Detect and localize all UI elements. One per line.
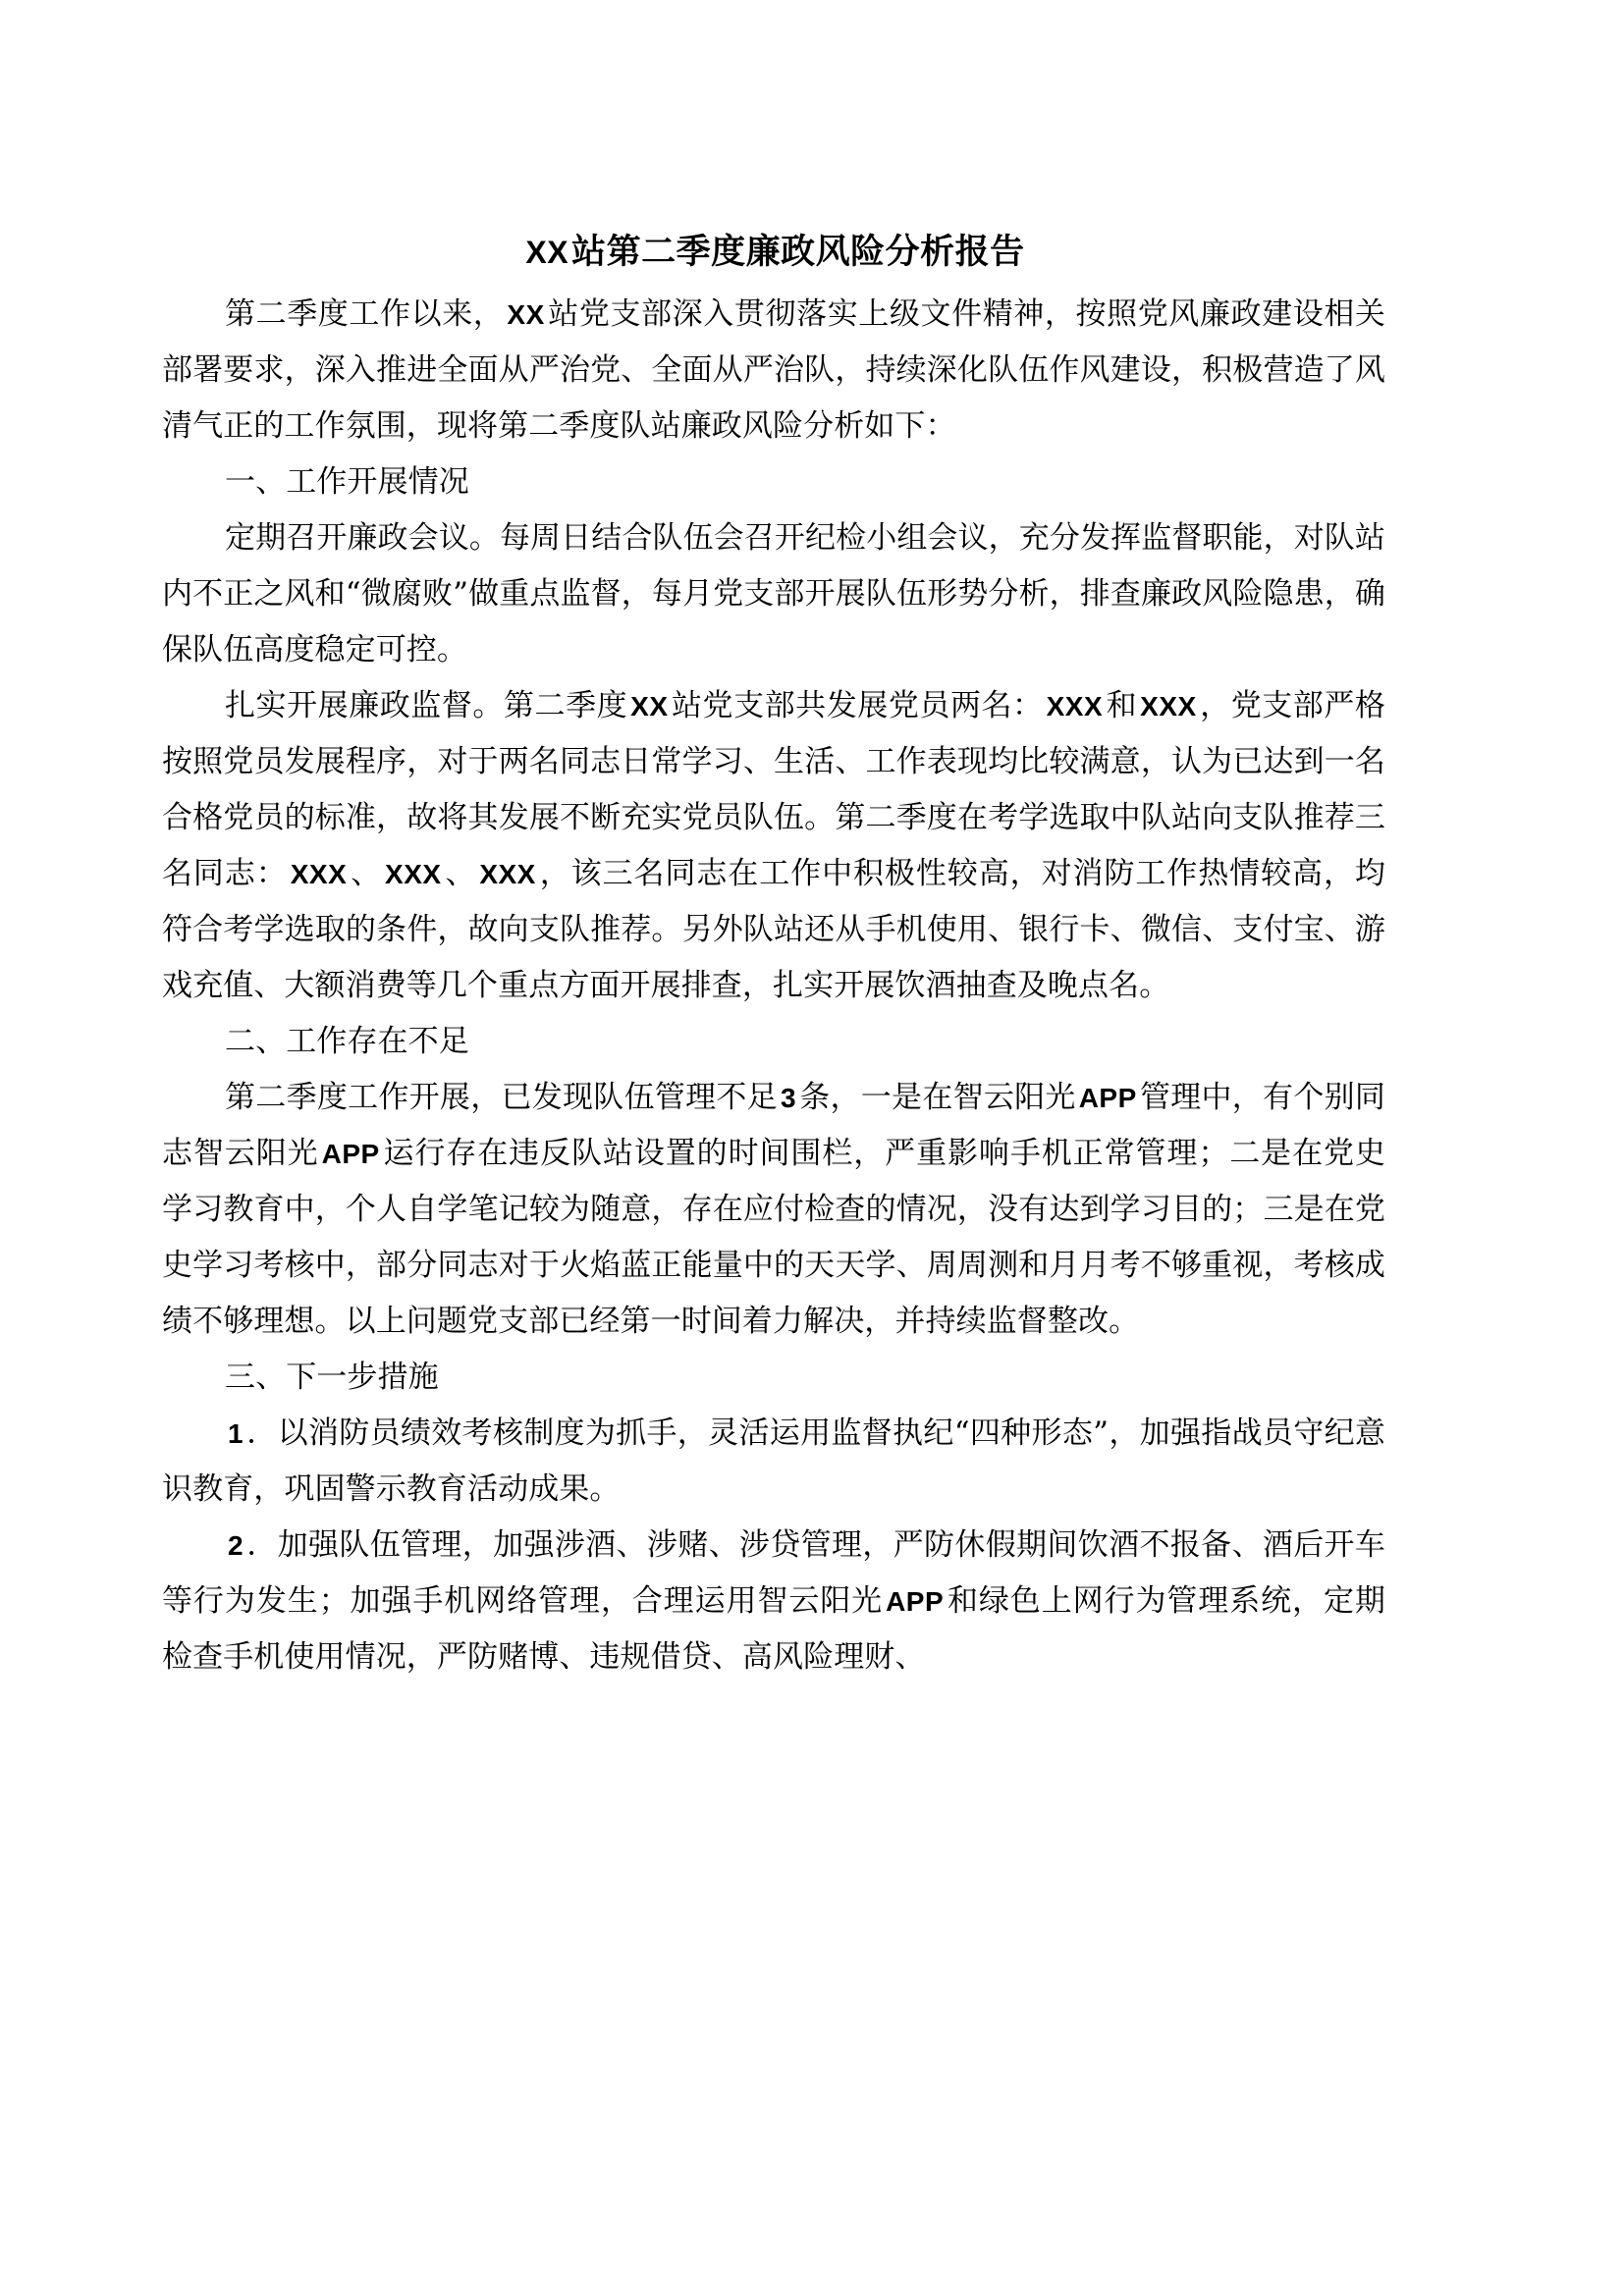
- section-1-paragraph-1: 定期召开廉政会议。每周日结合队伍会召开纪检小组会议，充分发挥监督职能，对队站内不正之风和“微腐败”做重点监督，每月党支部开展队伍形势分析，排查廉政风险隐患，确保队伍高度稳定可控。: [162, 520, 1385, 667]
- section-1-heading: 一、工作开展情况: [225, 464, 469, 500]
- section-3-item-1: 1．以消防员绩效考核制度为抓手，灵活运用监督执纪“四种形态”，加强指战员守纪意识教育，巩固警示教育活动成果。: [162, 1415, 1385, 1507]
- document-body: [162, 224, 1385, 1685]
- section-3-item-2: 2．加强队伍管理，加强涉酒、涉赌、涉贷管理，严防休假期间饮酒不报备、酒后开车等行为发生；加强手机网络管理，合理运用智云阳光 APP和绿色上网行为管理系统，定期检查手机使用情况，严防赌博、违规借贷、高风险理财、: [162, 1527, 1385, 1675]
- page-title: [162, 224, 1385, 281]
- inline-token-app: APP: [886, 1586, 945, 1617]
- inline-token-xxx: XXX: [385, 859, 442, 889]
- inline-token-three: 3: [780, 1083, 797, 1113]
- inline-token-two: 2: [228, 1530, 244, 1561]
- inline-token-app: APP: [1078, 1083, 1137, 1113]
- inline-token-xx: XX: [507, 299, 545, 330]
- inline-token-one: 1: [228, 1418, 244, 1449]
- inline-token-app: APP: [321, 1139, 380, 1169]
- inline-token-xxx: XXX: [290, 859, 348, 889]
- inline-token-xxx: XXX: [1140, 691, 1197, 721]
- section-2-paragraph-1: 第二季度工作开展，已发现队伍管理不足 3条，一是在智云阳光 APP管理中，有个别同志智云阳光 APP运行存在违反队站设置的时间围栏，严重影响手机正常管理；二是在党史学习教育中，个人自学笔记较为随意，存在应付检查的情况，没有达到学习目的；三是在党史学习考核中，部分同志对于火焰蓝正能量中的天天学、周周测和月月考不够重视，考核成绩不够理想。以上问题党支部已经第一时间着力解决，并持续监督整改。: [162, 1080, 1386, 1339]
- inline-token-xx: XX: [630, 691, 669, 721]
- title-latin-token: XX: [525, 235, 569, 270]
- section-2-heading: 二、工作存在不足: [225, 1024, 469, 1059]
- inline-token-xxx: XXX: [479, 859, 536, 889]
- intro-paragraph: 第二季度工作以来， XX站党支部深入贯彻落实上级文件精神，按照党风廉政建设相关部署要求，深入推进全面从严治党、全面从严治队，持续深化队伍作风建设，积极营造了风清气正的工作氛围，现将第二季度队站廉政风险分析如下：: [162, 296, 1386, 444]
- section-3-heading: 三、下一步措施: [225, 1360, 439, 1395]
- inline-token-xxx: XXX: [1046, 691, 1104, 721]
- title-text: 站第二季度廉政风险分析报告: [571, 232, 1025, 272]
- section-1-paragraph-2: 扎实开展廉政监督。第二季度 XX站党支部共发展党员两名： XXX和 XXX，党支部严格按照党员发展程序，对于两名同志日常学习、生活、工作表现均比较满意，认为已达到一名合格党员的标准，故将其发展不断充实党员队伍。第二季度在考学选取中队站向支队推荐三名同志： XXX、 XXX、 XXX，该三名同志在工作中积极性较高，对消防工作热情较高，均符合考学选取的条件，故向支队推荐。另外队站还从手机使用、银行卡、微信、支付宝、游戏充值、大额消费等几个重点方面开展排查，扎实开展饮酒抽查及晚点名。: [162, 688, 1385, 1003]
